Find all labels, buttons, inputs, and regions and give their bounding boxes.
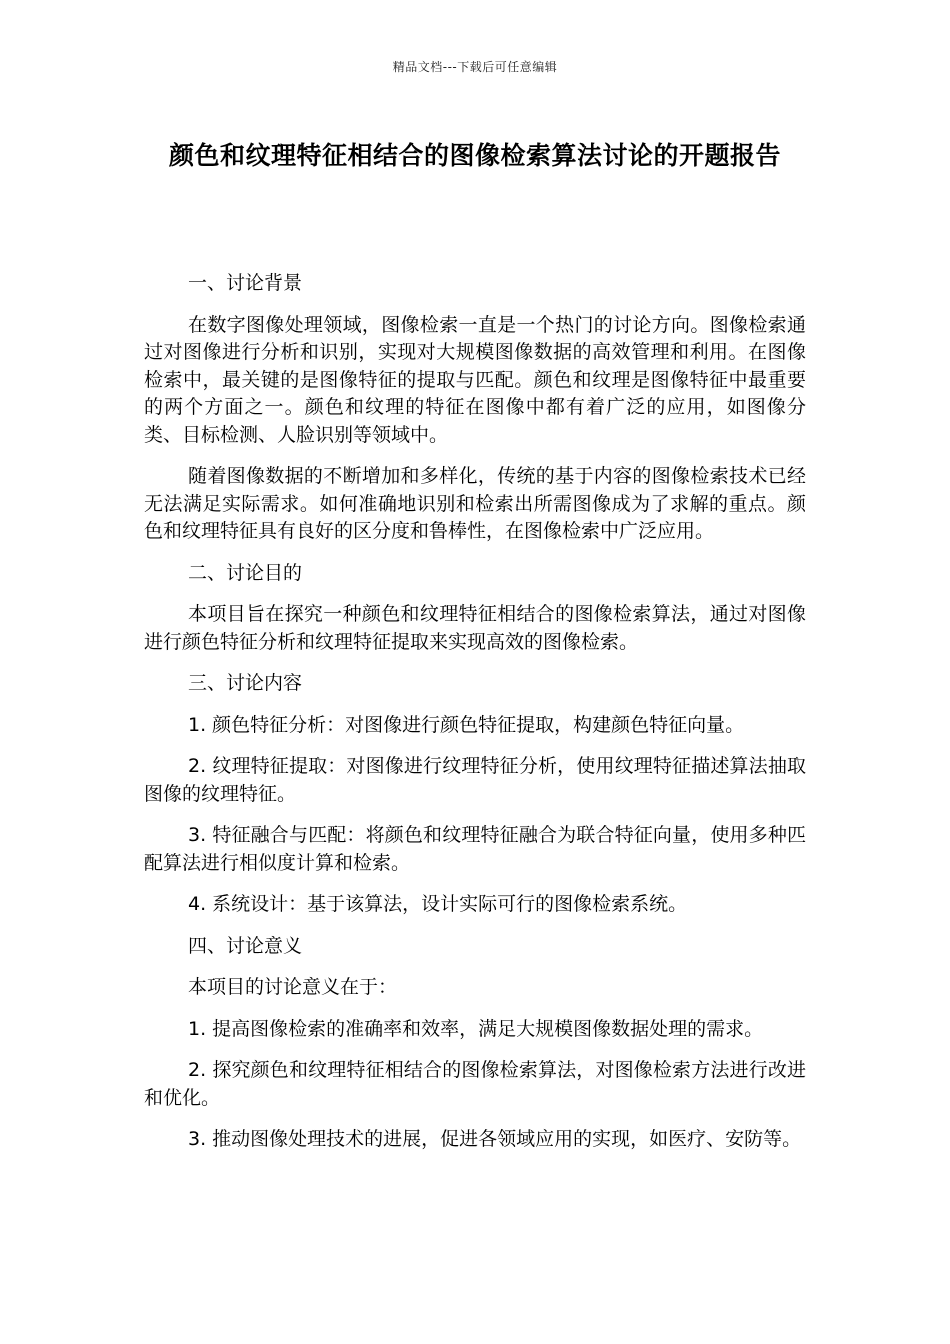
section-heading-content: 三、讨论内容 — [188, 672, 303, 694]
section-heading-background: 一、讨论背景 — [188, 272, 303, 294]
section-heading-purpose: 二、讨论目的 — [188, 561, 303, 584]
paragraph-background-2: 随着图像数据的不断增加和多样化，传统的基于内容的图像检索技术已经无法满足实际需求。如何准确地识别和检索出所需图像成为了求解的重点。颜色和纹理特征具有良好的区分度和鲁棒性，在图像检索中广泛应用。 — [144, 465, 806, 542]
significance-item-3: 3. 推动图像处理技术的进展，促进各领域应用的实现，如医疗、安防等。 — [188, 1128, 802, 1150]
paragraph-purpose: 本项目旨在探究一种颜色和纹理特征相结合的图像检索算法，通过对图像进行颜色特征分析和纹理特征提取来实现高效的图像检索。 — [144, 603, 806, 653]
significance-item-2: 2. 探究颜色和纹理特征相结合的图像检索算法，对图像检索方法进行改进和优化。 — [144, 1059, 806, 1109]
significance-item-1: 1. 提高图像检索的准确率和效率，满足大规模图像数据处理的需求。 — [188, 1017, 764, 1040]
content-item-3: 3. 特征融合与匹配：将颜色和纹理特征融合为联合特征向量，使用多种匹配算法进行相似度计算和检索。 — [144, 824, 806, 874]
document-title: 颜色和纹理特征相结合的图像检索算法讨论的开题报告 — [168, 141, 781, 170]
content-item-2: 2. 纹理特征提取：对图像进行纹理特征分析，使用纹理特征描述算法抽取图像的纹理特征。 — [144, 755, 806, 805]
paragraph-significance-intro: 本项目的讨论意义在于： — [188, 976, 398, 998]
paragraph-background-1: 在数字图像处理领域，图像检索一直是一个热门的讨论方向。图像检索通过对图像进行分析和识别，实现对大规模图像数据的高效管理和利用。在图像检索中，最关键的是图像特征的提取与匹配。颜色和纹理是图像特征中最重要的两个方面之一。颜色和纹理的特征在图像中都有着广泛的应用，如图像分类、目标检测、人脸识别等领域中。 — [144, 313, 806, 446]
document-body — [144, 270, 806, 1168]
content-item-4: 4. 系统设计：基于该算法，设计实际可行的图像检索系统。 — [188, 893, 688, 915]
content-item-1: 1. 颜色特征分析：对图像进行颜色特征提取，构建颜色特征向量。 — [188, 713, 745, 736]
section-heading-significance: 四、讨论意义 — [188, 934, 303, 957]
header-note: 精品文档---下载后可任意编辑 — [392, 60, 558, 74]
